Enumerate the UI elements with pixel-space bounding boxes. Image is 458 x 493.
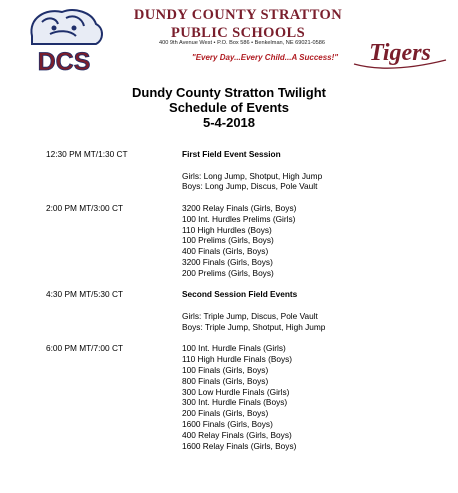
event-item: 200 Finals (Girls, Boys) bbox=[182, 408, 269, 419]
event-item: 3200 Relay Finals (Girls, Boys) bbox=[182, 202, 297, 213]
school-address: 400 9th Avenue West • P.O. Box 586 • Benkelman, NE 69021-0586 bbox=[159, 40, 325, 46]
schedule-block bbox=[46, 149, 446, 192]
event-item: 300 Int. Hurdle Finals (Boys) bbox=[182, 397, 288, 408]
schedule-time: 2:00 PM MT/3:00 CT bbox=[46, 202, 124, 213]
schedule-events bbox=[182, 343, 446, 451]
event-item: 1600 Relay Finals (Girls, Boys) bbox=[182, 440, 297, 451]
schedule-block bbox=[46, 289, 446, 332]
event-item: Girls: Triple Jump, Discus, Pole Vault bbox=[182, 310, 318, 321]
letterhead bbox=[0, 0, 458, 78]
event-item: 1600 Finals (Girls, Boys) bbox=[182, 418, 273, 429]
event-item: 800 Finals (Girls, Boys) bbox=[182, 375, 269, 386]
session-heading: First Field Event Session bbox=[182, 149, 281, 159]
event-item: 3200 Finals (Girls, Boys) bbox=[182, 256, 273, 267]
event-item: 100 Finals (Girls, Boys) bbox=[182, 364, 269, 375]
schedule-block bbox=[46, 203, 446, 279]
event-item: 400 Finals (Girls, Boys) bbox=[182, 246, 269, 257]
tigers-script-logo bbox=[350, 34, 450, 72]
event-item: 100 Int. Hurdle Finals (Girls) bbox=[182, 343, 286, 354]
event-item: 400 Relay Finals (Girls, Boys) bbox=[182, 429, 292, 440]
schedule-events bbox=[182, 203, 446, 279]
schedule-events bbox=[182, 149, 446, 192]
schedule-time: 12:30 PM MT/1:30 CT bbox=[46, 149, 128, 159]
schedule-time: 4:30 PM MT/5:30 CT bbox=[46, 289, 124, 300]
dcs-logo-text: DCS bbox=[37, 48, 91, 74]
schedule-events bbox=[182, 289, 446, 332]
schedule-of-events bbox=[46, 149, 446, 462]
school-motto: "Every Day...Every Child...A Success!" bbox=[191, 53, 339, 62]
tigers-logo-text: Tigers bbox=[369, 40, 431, 66]
spacer bbox=[182, 160, 446, 171]
event-item: 200 Prelims (Girls, Boys) bbox=[182, 267, 274, 278]
dcs-tiger-logo bbox=[14, 6, 114, 74]
session-heading: Second Session Field Events bbox=[182, 289, 298, 300]
event-item: 110 High Hurdles (Boys) bbox=[182, 224, 272, 235]
spacer bbox=[182, 300, 446, 311]
event-item: Girls: Long Jump, Shotput, High Jump bbox=[182, 170, 323, 181]
school-name: DUNDY COUNTY STRATTON PUBLIC SCHOOLS bbox=[133, 7, 343, 41]
event-item: 100 Prelims (Girls, Boys) bbox=[182, 235, 274, 246]
meet-title: Dundy County Stratton Twilight bbox=[131, 85, 326, 100]
document-titles bbox=[0, 85, 458, 130]
event-item: Boys: Triple Jump, Shotput, High Jump bbox=[182, 321, 326, 332]
event-item: 100 Int. Hurdles Prelims (Girls) bbox=[182, 213, 296, 224]
schedule-block bbox=[46, 343, 446, 451]
schedule-time: 6:00 PM MT/7:00 CT bbox=[46, 343, 124, 354]
meet-date: 5-4-2018 bbox=[202, 115, 256, 130]
schedule-title: Schedule of Events bbox=[169, 100, 289, 115]
event-item: 300 Low Hurdle Finals (Girls) bbox=[182, 386, 290, 397]
event-item: 110 High Hurdle Finals (Boys) bbox=[182, 354, 293, 365]
event-item: Boys: Long Jump, Discus, Pole Vault bbox=[182, 181, 318, 192]
